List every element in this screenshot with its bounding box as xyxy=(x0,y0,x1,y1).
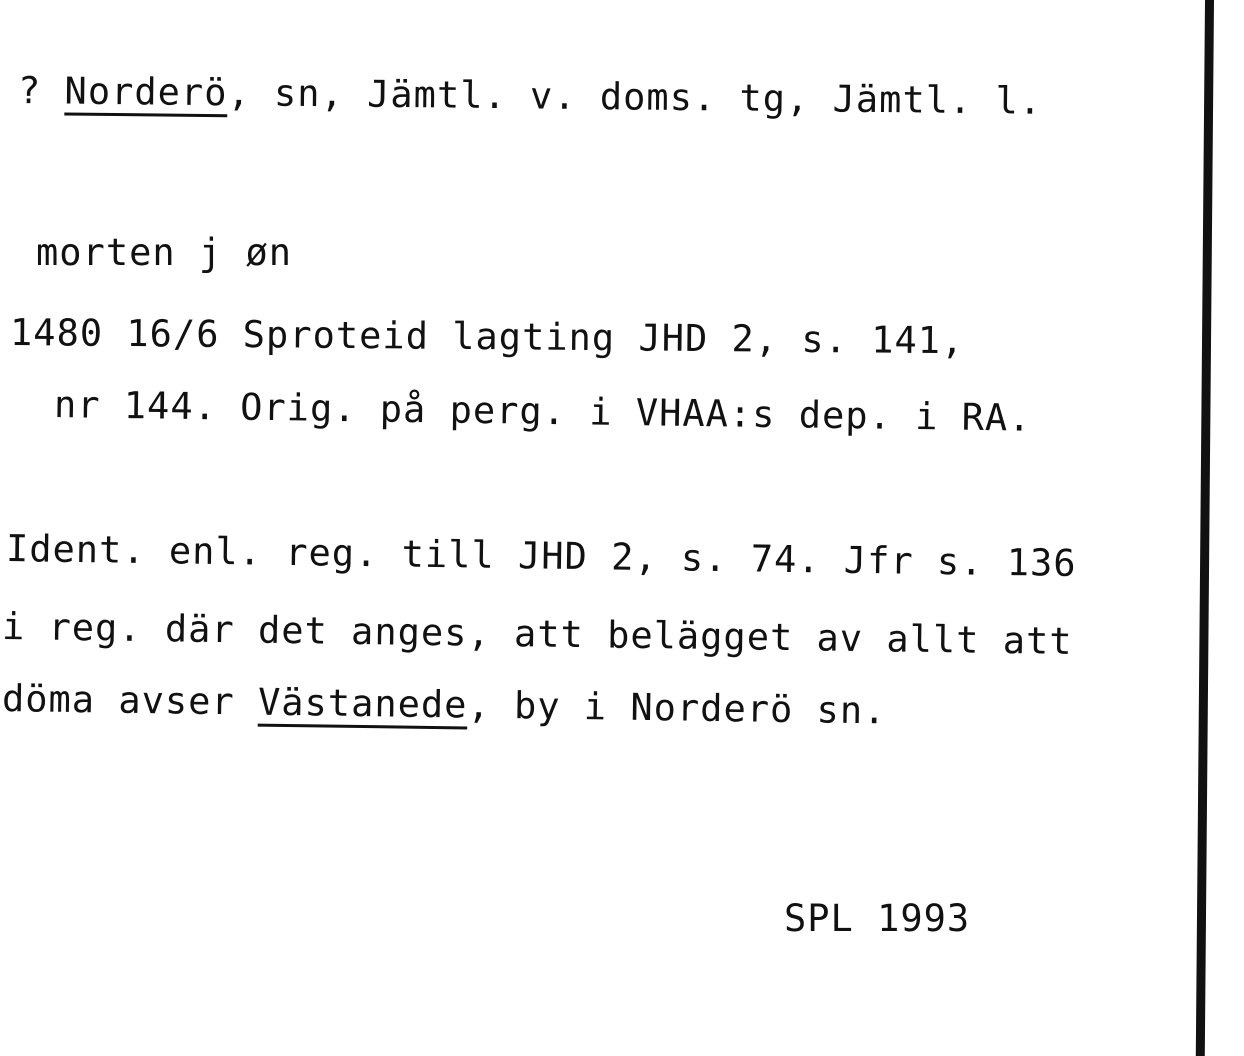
heading-place-name: Norderö xyxy=(64,69,228,115)
person-name: morten j øn xyxy=(36,231,293,274)
heading-details: , sn, Jämtl. v. doms. tg, Jämtl. l. xyxy=(227,71,1043,123)
note-line-3-after: , by i Norderö sn. xyxy=(467,683,887,733)
source-line-1: 1480 16/6 Sproteid lagting JHD 2, s. 141, xyxy=(9,311,965,363)
card-edge-border xyxy=(1196,0,1214,1056)
note-line-3 xyxy=(1,677,887,733)
card-heading xyxy=(17,69,1043,123)
source-line-2: nr 144. Orig. på perg. i VHAA:s dep. i RA. xyxy=(53,383,1032,440)
note-line-2: i reg. där det anges, att belägget av allt att xyxy=(1,605,1073,663)
note-line-1: Ident. enl. reg. till JHD 2, s. 74. Jfr s. 136 xyxy=(5,527,1077,585)
heading-prefix: ? xyxy=(17,69,65,113)
signature: SPL 1993 xyxy=(784,897,971,940)
note-place-name: Västanede xyxy=(257,680,468,727)
note-line-3-before: döma avser xyxy=(1,677,259,724)
